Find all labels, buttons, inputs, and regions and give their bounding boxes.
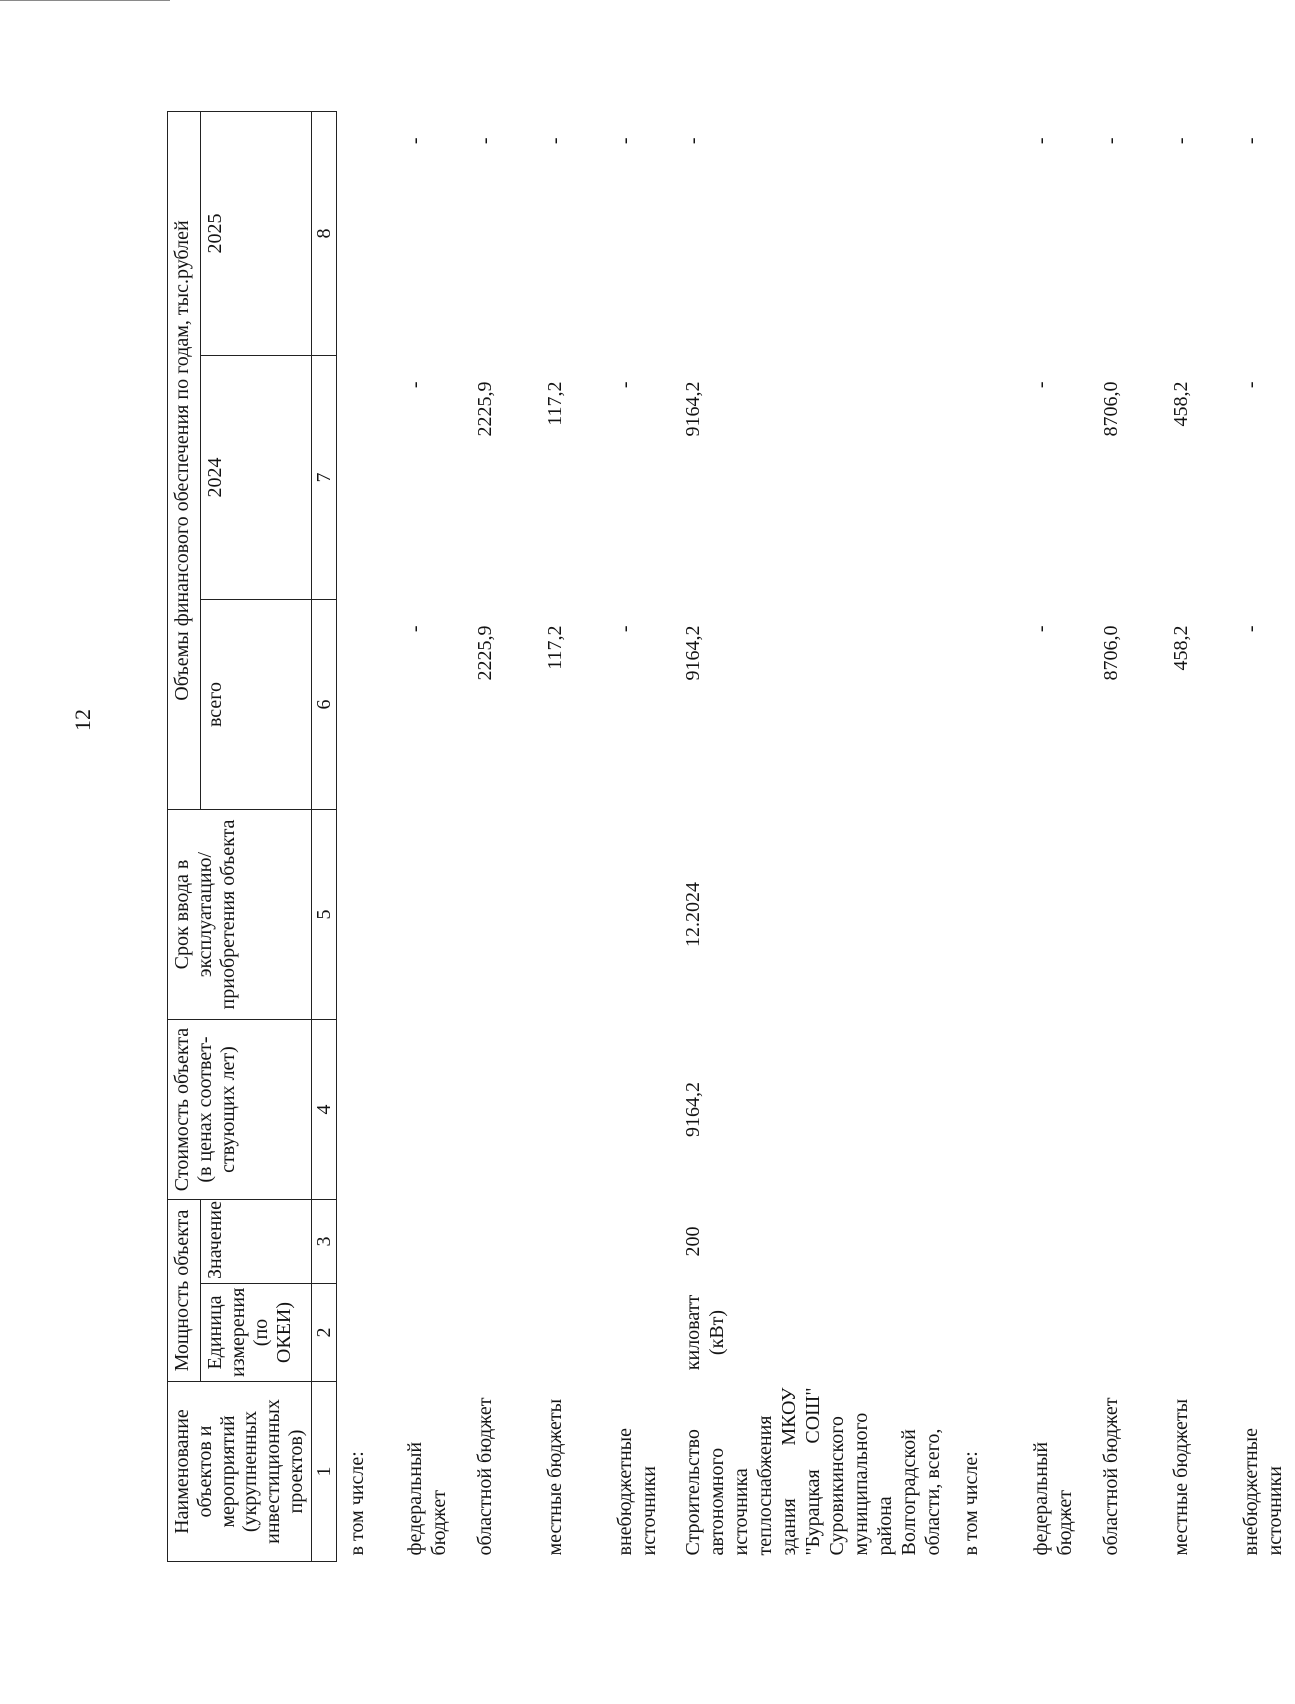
header-capacity: Мощность объекта <box>168 1200 201 1382</box>
table-row <box>1085 112 1155 1562</box>
cell-2024: - <box>613 381 636 389</box>
header-year-2024: 2024 <box>201 356 311 600</box>
cell-value <box>1155 1200 1225 1284</box>
cell-2025: - <box>681 137 704 145</box>
cell-total: 458,2 <box>1169 625 1192 671</box>
cell-value: 200 <box>681 1226 704 1257</box>
column-numbers-row <box>311 112 336 1562</box>
cell-value <box>336 1200 389 1284</box>
table-row <box>459 112 529 1562</box>
cell-unit <box>389 1284 459 1382</box>
table-row <box>1015 112 1085 1562</box>
cell-unit <box>599 1284 669 1382</box>
col-number: 8 <box>311 112 336 356</box>
cell-2024: 117,2 <box>543 381 566 426</box>
cell-unit <box>459 1284 529 1382</box>
cell-2025 <box>945 112 1015 356</box>
cell-object-name: в том числе: <box>959 1451 982 1556</box>
col-number: 6 <box>311 600 336 810</box>
table-row <box>389 112 459 1562</box>
cell-cost: 9164,2 <box>681 1082 704 1137</box>
cell-object-name: Строительство автономного источника теплоснабжения здания МКОУ "Бурацкая СОШ" Суровикинского муниципального района Волгоградской области, всего, <box>681 1387 944 1556</box>
cell-2024 <box>945 356 1015 600</box>
header-cost: Стоимость объекта (в ценах соответ-ствующих лет) <box>168 1020 312 1200</box>
cell-cost <box>599 1020 669 1200</box>
cell-object-name: местные бюджеты <box>1169 1398 1192 1556</box>
cell-total: - <box>1029 625 1052 633</box>
cell-date <box>529 810 599 1020</box>
cell-2024: 9164,2 <box>681 381 704 437</box>
cell-2024: - <box>1029 381 1052 389</box>
cell-value <box>389 1200 459 1284</box>
header-object-name: Наименование объектов и мероприятий (укрупненных инвестиционных проектов) <box>168 1382 312 1562</box>
cell-object-name: федеральный бюджет <box>403 1441 450 1556</box>
cell-date <box>389 810 459 1020</box>
cell-cost <box>389 1020 459 1200</box>
cell-unit <box>336 1284 389 1382</box>
cell-cost <box>945 1020 1015 1200</box>
cell-date: 12.2024 <box>681 882 704 947</box>
cell-total <box>945 600 1015 810</box>
cell-total: - <box>403 625 426 633</box>
cell-unit <box>1015 1284 1085 1382</box>
cell-date <box>945 810 1015 1020</box>
cell-cost <box>1015 1020 1085 1200</box>
cell-2025: - <box>1099 137 1122 145</box>
cell-cost <box>529 1020 599 1200</box>
cell-total: - <box>613 625 636 633</box>
investment-table <box>167 111 1295 1562</box>
cell-object-name: внебюджетные источники <box>613 1428 660 1556</box>
cell-cost <box>336 1020 389 1200</box>
page-number: 12 <box>70 709 95 731</box>
col-number: 3 <box>311 1200 336 1284</box>
cell-value <box>1225 1200 1295 1284</box>
header-year-2025: 2025 <box>201 112 311 356</box>
cell-date <box>1015 810 1085 1020</box>
cell-object-name: областной бюджет <box>473 1397 496 1556</box>
cell-2025: - <box>543 137 566 145</box>
cell-unit <box>1225 1284 1295 1382</box>
cell-date <box>599 810 669 1020</box>
col-number: 2 <box>311 1284 336 1382</box>
cell-2024: - <box>1239 381 1262 389</box>
cell-2025 <box>336 112 389 356</box>
cell-value <box>1015 1200 1085 1284</box>
cell-cost <box>459 1020 529 1200</box>
header-row-1 <box>168 112 201 1562</box>
cell-date <box>1085 810 1155 1020</box>
cell-cost <box>1085 1020 1155 1200</box>
cell-total: - <box>1239 625 1262 633</box>
cell-2024: - <box>403 381 426 389</box>
cell-date <box>336 810 389 1020</box>
cell-2024 <box>336 356 389 600</box>
cell-unit: киловатт (кВт) <box>681 1294 728 1371</box>
cell-2025: - <box>403 137 426 145</box>
col-number: 1 <box>311 1382 336 1562</box>
cell-2025: - <box>1169 137 1192 145</box>
table-row-main-object <box>669 112 945 1562</box>
table-row <box>1225 112 1295 1562</box>
cell-date <box>1225 810 1295 1020</box>
cell-unit <box>1085 1284 1155 1382</box>
cell-object-name: федеральный бюджет <box>1029 1441 1076 1556</box>
cell-total: 117,2 <box>543 625 566 670</box>
cell-object-name: внебюджетные источники <box>1239 1428 1286 1556</box>
cell-unit <box>945 1284 1015 1382</box>
cell-value <box>459 1200 529 1284</box>
header-total: всего <box>201 600 311 810</box>
cell-2025: - <box>1239 137 1262 145</box>
cell-total: 2225,9 <box>473 625 496 681</box>
cell-unit <box>1155 1284 1225 1382</box>
cell-value <box>529 1200 599 1284</box>
cell-total: 8706,0 <box>1099 625 1122 681</box>
cell-object-name: в том числе: <box>345 1451 368 1556</box>
cell-unit <box>529 1284 599 1382</box>
cell-cost <box>1225 1020 1295 1200</box>
cell-date <box>1155 810 1225 1020</box>
table-row <box>599 112 669 1562</box>
cell-object-name: местные бюджеты <box>543 1398 566 1556</box>
header-value: Значение <box>201 1200 311 1284</box>
col-number: 7 <box>311 356 336 600</box>
table-row <box>529 112 599 1562</box>
cell-2024: 8706,0 <box>1099 381 1122 437</box>
cell-total: 9164,2 <box>681 625 704 681</box>
cell-2024: 2225,9 <box>473 381 496 437</box>
header-financing-volumes: Объемы финансового обеспечения по годам, тыс.рублей <box>168 112 201 810</box>
cell-date <box>459 810 529 1020</box>
cell-object-name: областной бюджет <box>1099 1397 1122 1556</box>
table-row <box>945 112 1015 1562</box>
cell-2024: 458,2 <box>1169 381 1192 427</box>
col-number: 5 <box>311 810 336 1020</box>
cell-value <box>599 1200 669 1284</box>
cell-2025: - <box>1029 137 1052 145</box>
cell-value <box>945 1200 1015 1284</box>
table-row <box>1155 112 1225 1562</box>
cell-cost <box>1155 1020 1225 1200</box>
cell-2025: - <box>473 137 496 145</box>
header-unit: Единица измерения (по ОКЕИ) <box>201 1284 311 1382</box>
col-number: 4 <box>311 1020 336 1200</box>
cell-2025: - <box>613 137 636 145</box>
table-row <box>336 112 389 1562</box>
cell-value <box>1085 1200 1155 1284</box>
cell-total <box>336 600 389 810</box>
header-commissioning-date: Срок ввода в эксплуатацию/ приобретения объекта <box>168 810 312 1020</box>
